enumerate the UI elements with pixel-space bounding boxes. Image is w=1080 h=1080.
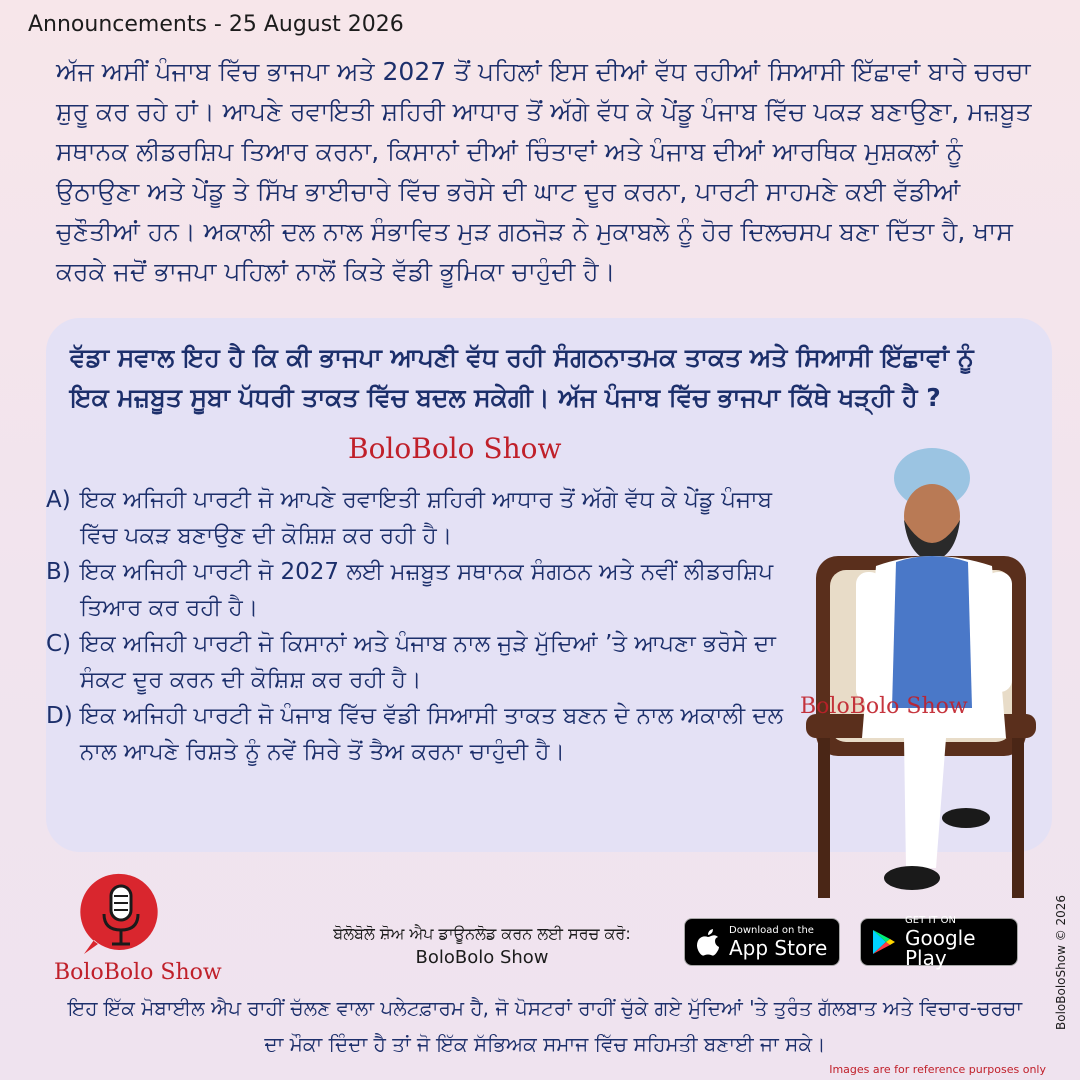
apple-icon: [695, 927, 721, 957]
photo-watermark: BoloBolo Show: [800, 694, 968, 719]
option-text: ਇਕ ਅਜਿਹੀ ਪਾਰਟੀ ਜੋ 2027 ਲਈ ਮਜ਼ਬੂਤ ਸਥਾਨਕ ਸੰਗਠਨ ਅਤੇ ਨਵੀਂ ਲੀਡਰਸ਼ਿਪ ਤਿਆਰ ਕਰ ਰਹੀ ਹੈ।: [80, 559, 774, 621]
google-play-button[interactable]: [860, 915, 1018, 970]
option-letter: B): [46, 559, 71, 585]
microphone-logo-icon: [76, 868, 166, 958]
footer-description: ਇਹ ਇੱਕ ਮੋਬਾਈਲ ਐਪ ਰਾਹੀਂ ਚੱਲਣ ਵਾਲਾ ਪਲੇਟਫ਼ਾਰਮ ਹੈ, ਜੋ ਪੋਸਟਰਾਂ ਰਾਹੀਂ ਚੁੱਕੇ ਗਏ ਮੁੱਦਿਆਂ 'ਤੇ ਤੁਰੰਤ ਗੱਲਬਾਤ ਅਤੇ ਵਿਚਾਰ-ਚਰਚਾ ਦਾ ਮੌਕਾ ਦਿੰਦਾ ਹੈ ਤਾਂ ਜੋ ਇੱਕ ਸੱਭਿਅਕ ਸਮਾਜ ਵਿੱਚ ਸਹਿਮਤੀ ਬਣਾਈ ਜਾ ਸਕੇ।: [67, 996, 1023, 1056]
poll-option-d[interactable]: [46, 698, 786, 770]
logo-text: BoloBolo Show: [54, 960, 222, 985]
option-text: ਇਕ ਅਜਿਹੀ ਪਾਰਟੀ ਜੋ ਕਿਸਾਨਾਂ ਅਤੇ ਪੰਜਾਬ ਨਾਲ ਜੁੜੇ ਮੁੱਦਿਆਂ ’ਤੇ ਆਪਣਾ ਭਰੋਸੇ ਦਾ ਸੰਕਟ ਦੂਰ ਕਰਨ ਦੀ ਕੋਸ਼ਿਸ਼ ਕਰ ਰਹੀ ਹੈ।: [80, 631, 776, 693]
poll-question: ਵੱਡਾ ਸਵਾਲ ਇਹ ਹੈ ਕਿ ਕੀ ਭਾਜਪਾ ਆਪਣੀ ਵੱਧ ਰਹੀ ਸੰਗਠਨਾਤਮਕ ਤਾਕਤ ਅਤੇ ਸਿਆਸੀ ਇੱਛਾਵਾਂ ਨੂੰ ਇਕ ਮਜ਼ਬੂਤ ਸੂਬਾ ਪੱਧਰੀ ਤਾਕਤ ਵਿੱਚ ਬਦਲ ਸਕੇਗੀ। ਅੱਜ ਪੰਜਾਬ ਵਿੱਚ ਭਾਜਪਾ ਕਿੱਥੇ ਖੜ੍ਹੀ ਹੈ ?: [70, 343, 974, 412]
googleplay-small-text: GET IT ON: [905, 915, 956, 926]
intro-paragraph: ਅੱਜ ਅਸੀਂ ਪੰਜਾਬ ਵਿੱਚ ਭਾਜਪਾ ਅਤੇ 2027 ਤੋਂ ਪਹਿਲਾਂ ਇਸ ਦੀਆਂ ਵੱਧ ਰਹੀਆਂ ਸਿਆਸੀ ਇੱਛਾਵਾਂ ਬਾਰੇ ਚਰਚਾ ਸ਼ੁਰੂ ਕਰ ਰਹੇ ਹਾਂ। ਆਪਣੇ ਰਵਾਇਤੀ ਸ਼ਹਿਰੀ ਆਧਾਰ ਤੋਂ ਅੱਗੇ ਵੱਧ ਕੇ ਪੇਂਡੂ ਪੰਜਾਬ ਵਿੱਚ ਪਕੜ ਬਣਾਉਣਾ, ਮਜ਼ਬੂਤ ਸਥਾਨਕ ਲੀਡਰਸ਼ਿਪ ਤਿਆਰ ਕਰਨਾ, ਕਿਸਾਨਾਂ ਦੀਆਂ ਚਿੰਤਾਵਾਂ ਅਤੇ ਪੰਜਾਬ ਦੀਆਂ ਆਰਥਿਕ ਮੁਸ਼ਕਲਾਂ ਨੂੰ ਉਠਾਉਣਾ ਅਤੇ ਪੇਂਡੂ ਤੇ ਸਿੱਖ ਭਾਈਚਾਰੇ ਵਿੱਚ ਭਰੋਸੇ ਦੀ ਘਾਟ ਦੂਰ ਕਰਨਾ, ਪਾਰਟੀ ਸਾਹਮਣੇ ਕਈ ਵੱਡੀਆਂ ਚੁਣੌਤੀਆਂ ਹਨ। ਅਕਾਲੀ ਦਲ ਨਾਲ ਸੰਭਾਵਿਤ ਮੁੜ ਗਠਜੋੜ ਨੇ ਮੁਕਾਬਲੇ ਨੂੰ ਹੋਰ ਦਿਲਚਸਪ ਬਣਾ ਦਿੱਤਾ ਹੈ, ਖਾਸ ਕਰਕੇ ਜਦੋਂ ਭਾਜਪਾ ਪਹਿਲਾਂ ਨਾਲੋਂ ਕਿਤੇ ਵੱਡੀ ਭੂਮਿਕਾ ਚਾਹੁੰਦੀ ਹੈ।: [56, 57, 1032, 286]
download-label: ਬੋਲੋਬੋਲੋ ਸ਼ੋਅ ਐਪ ਡਾਊਨਲੋਡ ਕਰਨ ਲਈ ਸਰਚ ਕਰੋ:: [333, 924, 631, 943]
poll-option-c[interactable]: [46, 626, 786, 698]
option-letter: D): [46, 703, 73, 729]
image-disclaimer: Images are for reference purposes only: [829, 1063, 1046, 1076]
appstore-big-text: App Store: [729, 936, 828, 960]
seated-person-photo: [796, 438, 1046, 908]
announcement-header: Announcements - 25 August 2026: [28, 12, 404, 37]
download-prompt: [290, 922, 674, 970]
option-letter: C): [46, 631, 72, 657]
download-app-name: BoloBolo Show: [415, 947, 549, 968]
poll-option-a[interactable]: [46, 482, 786, 554]
option-text: ਇਕ ਅਜਿਹੀ ਪਾਰਟੀ ਜੋ ਪੰਜਾਬ ਵਿੱਚ ਵੱਡੀ ਸਿਆਸੀ ਤਾਕਤ ਬਣਨ ਦੇ ਨਾਲ ਅਕਾਲੀ ਦਲ ਨਾਲ ਆਪਣੇ ਰਿਸ਼ਤੇ ਨੂੰ ਨਵੇਂ ਸਿਰੇ ਤੋਂ ਤੈਅ ਕਰਨਾ ਚਾਹੁੰਦੀ ਹੈ।: [80, 703, 784, 765]
app-store-button[interactable]: [684, 918, 840, 966]
brand-watermark: BoloBolo Show: [348, 432, 562, 465]
option-letter: A): [46, 487, 71, 513]
poll-option-b[interactable]: [46, 554, 786, 626]
googleplay-big-text: Google Play: [905, 926, 976, 970]
poll-options: [46, 482, 786, 770]
option-text: ਇਕ ਅਜਿਹੀ ਪਾਰਟੀ ਜੋ ਆਪਣੇ ਰਵਾਇਤੀ ਸ਼ਹਿਰੀ ਆਧਾਰ ਤੋਂ ਅੱਗੇ ਵੱਧ ਕੇ ਪੇਂਡੂ ਪੰਜਾਬ ਵਿੱਚ ਪਕੜ ਬਣਾਉਣ ਦੀ ਕੋਸ਼ਿਸ਼ ਕਰ ਰਹੀ ਹੈ।: [80, 487, 773, 549]
google-play-icon: [871, 928, 897, 956]
appstore-small-text: Download on the: [729, 925, 814, 936]
copyright-notice: BoloBoloShow © 2026: [1054, 894, 1068, 1030]
